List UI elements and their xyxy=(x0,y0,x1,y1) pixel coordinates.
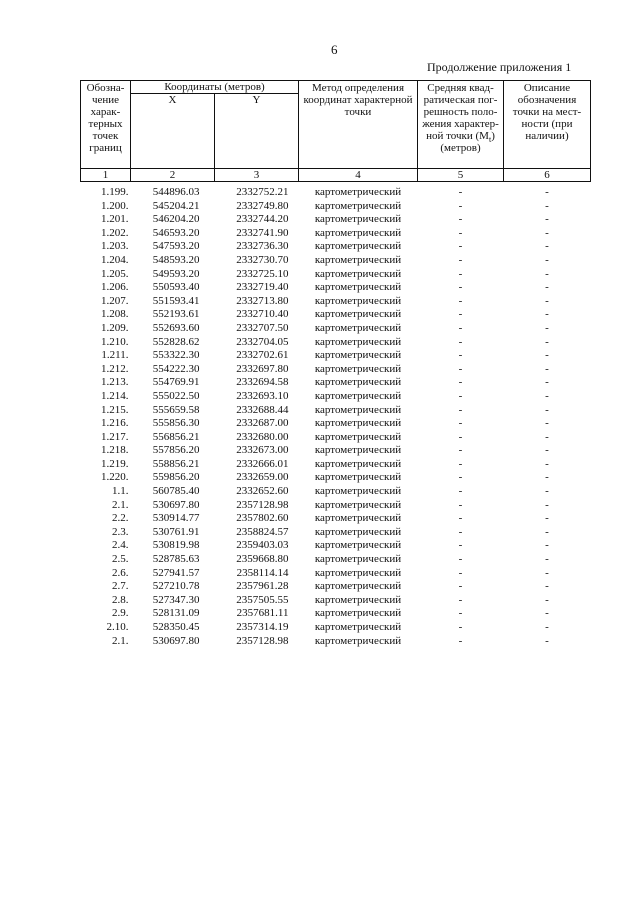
x-coordinate: 552828.62 xyxy=(152,335,200,348)
header-x: X xyxy=(131,94,215,169)
header-error: Средняя квад-ратическая пог-решность поло-жения характер-ной точки $(M_t)$ (метров) xyxy=(418,81,504,169)
method: картометрический xyxy=(314,471,402,484)
point-id: 1.215. xyxy=(101,403,129,416)
y-coordinate: 2332652.60 xyxy=(236,485,289,498)
y-coordinate: 2332702.61 xyxy=(236,349,289,362)
x-coordinate: 560785.40 xyxy=(152,485,200,498)
appendix-continuation: Продолжение приложения 1 xyxy=(427,60,572,74)
error-value: - xyxy=(458,539,463,552)
table-row xyxy=(81,227,591,241)
error-value: - xyxy=(458,512,463,525)
method: картометрический xyxy=(314,308,402,321)
method: картометрический xyxy=(314,498,402,511)
y-coordinate: 2357961.28 xyxy=(236,580,289,593)
description-value: - xyxy=(545,240,549,253)
error-value: - xyxy=(458,403,463,416)
table-row xyxy=(81,336,591,350)
y-coordinate: 2332673.00 xyxy=(236,444,289,457)
table-row xyxy=(81,635,591,649)
error-value: - xyxy=(458,308,463,321)
method: картометрический xyxy=(314,457,402,470)
method: картометрический xyxy=(314,621,402,633)
error-value: - xyxy=(458,471,463,484)
error-value: - xyxy=(458,430,463,443)
x-coordinate: 552193.61 xyxy=(152,308,200,321)
method: картометрический xyxy=(314,525,402,538)
description-value: - xyxy=(545,308,549,321)
table-row xyxy=(81,240,591,254)
description-value: - xyxy=(545,335,549,348)
table-row xyxy=(81,308,591,322)
description-value: - xyxy=(545,430,549,443)
description-value: - xyxy=(545,498,549,511)
method: картометрический xyxy=(314,417,402,430)
table-row xyxy=(81,512,591,526)
y-coordinate: 2332704.05 xyxy=(236,335,289,348)
error-value: - xyxy=(458,621,463,633)
header-description: Описание обозначения точки на мест-ности (при наличии) xyxy=(504,81,591,169)
y-coordinate: 2332687.00 xyxy=(236,417,289,430)
error-value: - xyxy=(458,376,463,389)
header-method: Метод определения координат характерной точки xyxy=(299,81,418,169)
point-id: 1.214. xyxy=(101,389,129,402)
error-value: - xyxy=(458,213,463,226)
x-coordinate: 546204.20 xyxy=(152,213,200,226)
table-row xyxy=(81,431,591,445)
point-id: 1.207. xyxy=(101,294,129,307)
y-coordinate: 2332697.80 xyxy=(236,362,289,375)
table-row xyxy=(81,376,591,390)
table-row xyxy=(81,499,591,513)
description-value: - xyxy=(545,471,549,484)
method: картометрический xyxy=(314,444,402,457)
x-coordinate: 556856.21 xyxy=(152,430,200,443)
y-coordinate: 2332707.50 xyxy=(236,321,289,334)
error-value: - xyxy=(458,457,463,470)
table-row xyxy=(81,580,591,594)
point-id: 1.210. xyxy=(101,335,129,348)
table-row xyxy=(81,621,591,635)
table-row xyxy=(81,444,591,458)
error-value: - xyxy=(458,226,463,239)
y-coordinate: 2332694.58 xyxy=(236,376,289,389)
method: картометрический xyxy=(314,485,402,498)
method: картометрический xyxy=(314,294,402,307)
method: картометрический xyxy=(314,634,402,647)
x-coordinate: 559856.20 xyxy=(152,471,200,484)
point-id: 1.220. xyxy=(101,471,129,484)
point-id: 1.209. xyxy=(101,321,129,334)
y-coordinate: 2332719.40 xyxy=(236,281,289,294)
description-value: - xyxy=(545,349,549,362)
point-id: 1.219. xyxy=(101,457,129,470)
y-coordinate: 2332710.40 xyxy=(236,308,289,321)
x-coordinate: 530914.77 xyxy=(152,512,200,525)
description-value: - xyxy=(545,376,549,389)
y-coordinate: 2359403.03 xyxy=(236,539,289,552)
error-value: - xyxy=(458,389,463,402)
table-row xyxy=(81,553,591,567)
y-coordinate: 2357314.19 xyxy=(236,621,289,633)
description-value: - xyxy=(545,253,549,266)
y-coordinate: 2332693.10 xyxy=(236,389,289,402)
table-row xyxy=(81,404,591,418)
point-id: 1.216. xyxy=(101,417,129,430)
point-id: 1.205. xyxy=(101,267,129,280)
description-value: - xyxy=(545,444,549,457)
method: картометрический xyxy=(314,199,402,212)
column-number: 5 xyxy=(418,169,504,182)
error-value: - xyxy=(458,240,463,253)
description-value: - xyxy=(545,566,549,579)
x-coordinate: 530761.91 xyxy=(152,525,200,538)
description-value: - xyxy=(545,485,549,498)
table-row xyxy=(81,390,591,404)
point-id: 2.10. xyxy=(106,621,129,633)
method: картометрический xyxy=(314,593,402,606)
error-value: - xyxy=(458,444,463,457)
x-coordinate: 555856.30 xyxy=(152,417,200,430)
method: картометрический xyxy=(314,281,402,294)
description-value: - xyxy=(545,186,549,198)
description-value: - xyxy=(545,403,549,416)
description-value: - xyxy=(545,512,549,525)
method: картометрический xyxy=(314,566,402,579)
table-row xyxy=(81,182,591,200)
y-coordinate: 2332749.80 xyxy=(236,199,289,212)
table-row xyxy=(81,539,591,553)
method: картометрический xyxy=(314,240,402,253)
description-value: - xyxy=(545,389,549,402)
description-value: - xyxy=(545,593,549,606)
method: картометрический xyxy=(314,580,402,593)
description-value: - xyxy=(545,553,549,566)
description-value: - xyxy=(545,294,549,307)
point-id: 1.202. xyxy=(101,226,129,239)
point-id: 2.4. xyxy=(112,539,129,552)
point-id: 1.218. xyxy=(101,444,129,457)
y-coordinate: 2332688.44 xyxy=(236,403,289,416)
error-value: - xyxy=(458,525,463,538)
y-coordinate: 2332713.80 xyxy=(236,294,289,307)
x-coordinate: 528131.09 xyxy=(152,607,200,620)
y-coordinate: 2332752.21 xyxy=(236,186,289,198)
point-id: 1.213. xyxy=(101,376,129,389)
point-id: 1.201. xyxy=(101,213,129,226)
error-value: - xyxy=(458,580,463,593)
table-row xyxy=(81,268,591,282)
method: картометрический xyxy=(314,389,402,402)
method: картометрический xyxy=(314,186,402,198)
table-row xyxy=(81,485,591,499)
page-number: 6 xyxy=(331,42,338,57)
table-row xyxy=(81,607,591,621)
point-id: 1.212. xyxy=(101,362,129,375)
point-id: 1.206. xyxy=(101,281,129,294)
point-id: 2.1. xyxy=(112,498,129,511)
description-value: - xyxy=(545,621,549,633)
x-coordinate: 552693.60 xyxy=(152,321,200,334)
x-coordinate: 544896.03 xyxy=(152,186,200,198)
error-value: - xyxy=(458,634,463,647)
error-value: - xyxy=(458,321,463,334)
point-id: 1.200. xyxy=(101,199,129,212)
method: картометрический xyxy=(314,430,402,443)
table-row xyxy=(81,363,591,377)
method: картометрический xyxy=(314,403,402,416)
table-row xyxy=(81,567,591,581)
description-value: - xyxy=(545,634,549,647)
y-coordinate: 2332680.00 xyxy=(236,430,289,443)
point-id: 1.208. xyxy=(101,308,129,321)
header-designation: Обозна-чение харак-терных точек границ xyxy=(81,81,131,169)
y-coordinate: 2332730.70 xyxy=(236,253,289,266)
point-id: 2.1. xyxy=(112,634,129,647)
table-row xyxy=(81,295,591,309)
point-id: 1.199. xyxy=(101,186,129,198)
column-number: 1 xyxy=(81,169,131,182)
error-value: - xyxy=(458,417,463,430)
point-id: 2.7. xyxy=(112,580,129,593)
error-value: - xyxy=(458,593,463,606)
column-number: 4 xyxy=(299,169,418,182)
y-coordinate: 2358824.57 xyxy=(236,525,289,538)
table-row xyxy=(81,254,591,268)
method: картометрический xyxy=(314,267,402,280)
description-value: - xyxy=(545,199,549,212)
x-coordinate: 557856.20 xyxy=(152,444,200,457)
y-coordinate: 2332659.00 xyxy=(236,471,289,484)
method: картометрический xyxy=(314,349,402,362)
y-coordinate: 2332666.01 xyxy=(236,457,289,470)
error-value: - xyxy=(458,294,463,307)
method: картометрический xyxy=(314,362,402,375)
x-coordinate: 555022.50 xyxy=(152,389,200,402)
method: картометрический xyxy=(314,335,402,348)
x-coordinate: 530697.80 xyxy=(152,634,200,647)
column-number: 2 xyxy=(131,169,215,182)
y-coordinate: 2332725.10 xyxy=(236,267,289,280)
error-value: - xyxy=(458,607,463,620)
x-coordinate: 527941.57 xyxy=(152,566,200,579)
error-value: - xyxy=(458,362,463,375)
error-value: - xyxy=(458,553,463,566)
description-value: - xyxy=(545,607,549,620)
error-value: - xyxy=(458,349,463,362)
y-coordinate: 2359668.80 xyxy=(236,553,289,566)
x-coordinate: 550593.40 xyxy=(152,281,200,294)
x-coordinate: 553322.30 xyxy=(152,349,200,362)
x-coordinate: 528350.45 xyxy=(152,621,200,633)
description-value: - xyxy=(545,226,549,239)
x-coordinate: 545204.21 xyxy=(152,199,200,212)
method: картометрический xyxy=(314,539,402,552)
y-coordinate: 2332744.20 xyxy=(236,213,289,226)
description-value: - xyxy=(545,457,549,470)
table-row xyxy=(81,471,591,485)
description-value: - xyxy=(545,267,549,280)
method: картометрический xyxy=(314,226,402,239)
x-coordinate: 530697.80 xyxy=(152,498,200,511)
error-value: - xyxy=(458,199,463,212)
x-coordinate: 527347.30 xyxy=(152,593,200,606)
point-id: 1.203. xyxy=(101,240,129,253)
description-value: - xyxy=(545,525,549,538)
x-coordinate: 546593.20 xyxy=(152,226,200,239)
y-coordinate: 2357128.98 xyxy=(236,634,289,647)
method: картометрический xyxy=(314,512,402,525)
y-coordinate: 2332741.90 xyxy=(236,226,289,239)
method: картометрический xyxy=(314,607,402,620)
y-coordinate: 2332736.30 xyxy=(236,240,289,253)
table-row xyxy=(81,349,591,363)
description-value: - xyxy=(545,213,549,226)
table-row xyxy=(81,594,591,608)
description-value: - xyxy=(545,321,549,334)
description-value: - xyxy=(545,362,549,375)
table-row xyxy=(81,322,591,336)
x-coordinate: 554769.91 xyxy=(152,376,200,389)
y-coordinate: 2357128.98 xyxy=(236,498,289,511)
point-id: 2.9. xyxy=(112,607,129,620)
header-y: Y xyxy=(215,94,299,169)
y-coordinate: 2357802.60 xyxy=(236,512,289,525)
description-value: - xyxy=(545,539,549,552)
y-coordinate: 2357681.11 xyxy=(236,607,289,620)
error-value: - xyxy=(458,335,463,348)
point-id: 2.6. xyxy=(112,566,129,579)
error-value: - xyxy=(458,566,463,579)
table-row xyxy=(81,281,591,295)
point-id: 2.3. xyxy=(112,525,129,538)
x-coordinate: 530819.98 xyxy=(152,539,200,552)
table-row xyxy=(81,213,591,227)
error-value: - xyxy=(458,253,463,266)
error-value: - xyxy=(458,498,463,511)
point-id: 2.8. xyxy=(112,593,129,606)
x-coordinate: 551593.41 xyxy=(152,294,200,307)
x-coordinate: 548593.20 xyxy=(152,253,200,266)
error-value: - xyxy=(458,267,463,280)
description-value: - xyxy=(545,417,549,430)
x-coordinate: 558856.21 xyxy=(152,457,200,470)
header-coordinates: Координаты (метров) xyxy=(131,81,299,94)
table-row xyxy=(81,458,591,472)
table-row xyxy=(81,526,591,540)
x-coordinate: 549593.20 xyxy=(152,267,200,280)
method: картометрический xyxy=(314,213,402,226)
method: картометрический xyxy=(314,376,402,389)
y-coordinate: 2358114.14 xyxy=(236,566,289,579)
error-value: - xyxy=(458,485,463,498)
description-value: - xyxy=(545,580,549,593)
point-id: 1.204. xyxy=(101,253,129,266)
column-number: 3 xyxy=(215,169,299,182)
x-coordinate: 554222.30 xyxy=(152,362,200,375)
table-row xyxy=(81,200,591,214)
x-coordinate: 527210.78 xyxy=(152,580,200,593)
method: картометрический xyxy=(314,553,402,566)
point-id: 1.211. xyxy=(101,349,129,362)
point-id: 1.1. xyxy=(112,485,129,498)
error-value: - xyxy=(458,186,463,198)
point-id: 2.2. xyxy=(112,512,129,525)
coordinates-table xyxy=(80,80,591,648)
point-id: 1.217. xyxy=(101,430,129,443)
table-row xyxy=(81,417,591,431)
y-coordinate: 2357505.55 xyxy=(236,593,289,606)
method: картометрический xyxy=(314,253,402,266)
method: картометрический xyxy=(314,321,402,334)
description-value: - xyxy=(545,281,549,294)
x-coordinate: 555659.58 xyxy=(152,403,200,416)
error-value: - xyxy=(458,281,463,294)
x-coordinate: 547593.20 xyxy=(152,240,200,253)
column-number: 6 xyxy=(504,169,591,182)
point-id: 2.5. xyxy=(112,553,129,566)
x-coordinate: 528785.63 xyxy=(152,553,200,566)
